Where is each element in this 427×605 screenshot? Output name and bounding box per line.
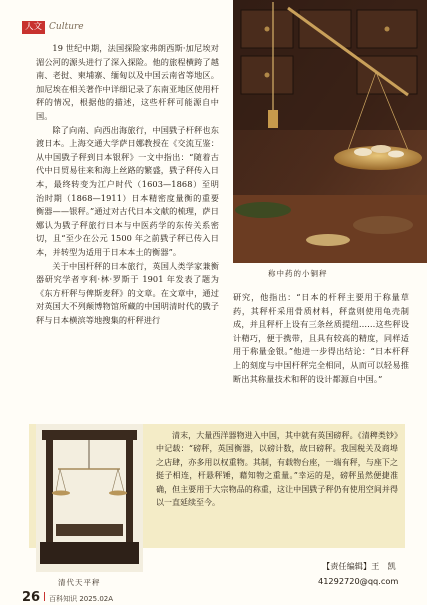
right-column: [233, 291, 409, 386]
journal-info: 百科知识 2025.02A: [49, 595, 114, 603]
paragraph: 关于中国杆秤的日本旅行，英国人类学家兼衡器研究学者亨利·林·罗斯于 1901 年发表了题为《东方杆秤与俾斯麦秤》的文章。在文章中，通过对英国大不列颠博物馆所藏的中国明清时代的戥子秤与日本横滨等地搜集的杆秤进行: [36, 260, 219, 325]
photo1-caption: 称中药的小铜秤: [268, 269, 328, 278]
page-number: 26: [22, 590, 41, 605]
balance-scale-photo: [36, 424, 143, 572]
section-badge: 人文: [22, 21, 45, 34]
sidebar-paragraph: 清末，大量西洋器物进入中国，其中就有英国磅秤。《清稗类钞》中记载：“磅秤，英国衡器，以磅计数，故曰磅秤。我国税关及商埠之店肆，亦多用以权重物。其制，有载物台座，一端有秤，与座下之挺子相连，杆悬秤锤，藉知物之重量。”幸运的是，磅秤虽然便捷准确，但主要用于大宗物品的称重，这让中国戥子秤仍有使用空间并得以一直延续至今。: [156, 431, 398, 508]
left-column: [36, 42, 219, 327]
page-footer: [22, 590, 113, 605]
steelyard-photo: [233, 0, 427, 263]
editor-email: 41292720@qq.com: [318, 576, 399, 586]
paragraph: 研究，他指出：“日本的杆秤主要用于称量草药，其秤杆采用骨质材料，秤盘则使用龟壳制成，并且秤杆上设有三条丝质提纽……这些秤设计精巧，便于携带，且具有较高的精度，同样适用于称量金银。”他进一步得出结论：“日本杆秤上的刻度与中国杆秤完全相同，从而可以轻易推断出其称量技术和秤的设计都源自中国。”: [233, 292, 409, 384]
responsible-editor: 【责任编辑】王 凯: [322, 561, 396, 571]
paragraph: 19 世纪中期，法国探险家弗朗西斯·加尼埃对湄公河的源头进行了深入探险。他的旅程横跨了越南、老挝、柬埔寨、缅甸以及中国云南省等地区。加尼埃在相关著作中详细记录了东南亚地区使用杆秤的情况，根据他的描述，这些杆秤可能源自中国。: [36, 43, 219, 121]
section-en: Culture: [49, 22, 84, 32]
footer-divider: [44, 592, 45, 601]
sidebar-text: [156, 429, 398, 509]
photo2-caption: 清代天平秤: [58, 578, 101, 587]
paragraph: 除了向南、向西出海旅行，中国戥子杆秤也东渡日本。上海交通大学萨日娜教授在《交流互鉴：从中国戥子秤到日本银秤》一文中指出：“随着古代中日贸易往来和海上丝路的繁盛，戥子秤传入日本，最终转变为江户时代（1603—1868）至明治时期（1868—1911）日本精密度量衡的重要衡器——银秤。”通过对古代日本文献的梳理，萨日娜认为戥子秤旅行日本与中医药学的东传关系密切，且“至少在公元 1500 年之前戥子秤已传入日本，并转型为适用于日本本土的衡器”。: [36, 124, 219, 257]
section-header: [22, 20, 84, 34]
